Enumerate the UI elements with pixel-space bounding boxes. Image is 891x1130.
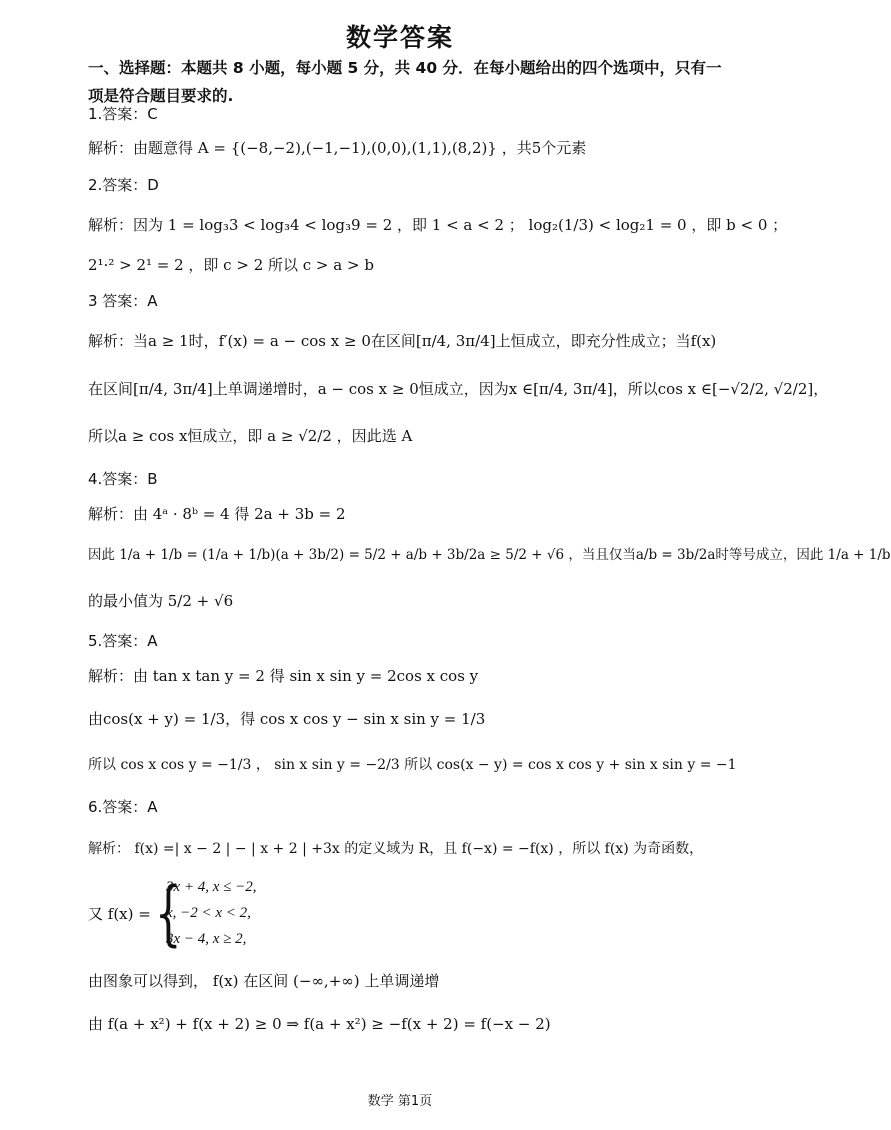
- page-title: 数学答案: [345, 23, 454, 52]
- piecewise-function: [88, 872, 588, 955]
- q1-analysis: 解析：由题意得 A = {(−8,−2),(−1,−1),(0,0),(1,1),(8,2)} ，共5个元素: [88, 139, 587, 157]
- q1-answer: 1.答案：C: [88, 105, 158, 123]
- piecewise-prefix: 又 f(x) =: [88, 905, 151, 923]
- q3-analysis-3: 所以a ≥ cos x恒成立，即 a ≥ √2/2 ，因此选 A: [88, 427, 413, 445]
- q4-analysis-3: 的最小值为 5/2 + √6: [88, 592, 234, 610]
- q6-answer: 6.答案：A: [88, 798, 158, 816]
- page-footer: 数学 第1页: [367, 1094, 433, 1109]
- q2-answer: 2.答案：D: [88, 176, 159, 194]
- piecewise-case-2: x, −2 < x < 2,: [166, 905, 251, 921]
- q5-answer: 5.答案：A: [88, 632, 158, 650]
- q3-analysis-1: 解析：当a ≥ 1时，f′(x) = a − cos x ≥ 0在区间[π/4, 3π/4]上恒成立，即充分性成立；当f(x): [88, 332, 717, 350]
- section-heading: [88, 54, 728, 110]
- section-heading-line-2: 项是符合题目要求的.: [88, 87, 234, 105]
- left-brace-icon: {: [154, 872, 182, 954]
- q6-analysis-1: 解析： f(x) =| x − 2 | − | x + 2 | +3x 的定义域为 R，且 f(−x) = −f(x) ，所以 f(x) 为奇函数，: [88, 841, 704, 857]
- q4-analysis-2: 因此 1/a + 1/b = (1/a + 1/b)(a + 3b/2) = 5/2 + a/b + 3b/2a ≥ 5/2 + √6 ，当且仅当a/b = 3b/2a时等号成立，因此 1/a + 1/b: [88, 547, 891, 563]
- piecewise-case-1: 3x + 4, x ≤ −2,: [166, 879, 257, 895]
- q4-analysis-1: 解析：由 4ᵃ · 8ᵇ = 4 得 2a + 3b = 2: [88, 505, 346, 523]
- q5-analysis-2: 由cos(x + y) = 1/3，得 cos x cos y − sin x sin y = 1/3: [88, 710, 486, 728]
- q6-analysis-3: 由 f(a + x²) + f(x + 2) ≥ 0 ⇒ f(a + x²) ≥ −f(x + 2) = f(−x − 2): [88, 1015, 551, 1033]
- q5-analysis-1: 解析：由 tan x tan y = 2 得 sin x sin y = 2cos x cos y: [88, 667, 479, 685]
- piecewise-case-3: 3x − 4, x ≥ 2,: [166, 931, 247, 947]
- q2-analysis-2: 2¹·² > 2¹ = 2 ，即 c > 2 所以 c > a > b: [88, 256, 374, 274]
- q2-analysis-1: 解析：因为 1 = log₃3 < log₃4 < log₃9 = 2 ，即 1 < a < 2 ； log₂(1/3) < log₂1 = 0 ，即 b < 0 ；: [88, 216, 788, 234]
- q6-analysis-2: 由图象可以得到， f(x) 在区间 (−∞,+∞) 上单调递增: [88, 972, 440, 990]
- section-heading-line-1: 一、选择题：本题共 8 小题，每小题 5 分，共 40 分．在每小题给出的四个选项中，只有一: [88, 59, 722, 77]
- q4-answer: 4.答案：B: [88, 470, 158, 488]
- q5-analysis-3: 所以 cos x cos y = −1/3 ， sin x sin y = −2/3 所以 cos(x − y) = cos x cos y + sin x sin y = −1: [88, 757, 737, 773]
- q3-answer: 3 答案：A: [88, 292, 158, 310]
- q3-analysis-2: 在区间[π/4, 3π/4]上单调递增时，a − cos x ≥ 0恒成立，因为x ∈[π/4, 3π/4]，所以cos x ∈[−√2/2, √2/2]，: [88, 380, 829, 398]
